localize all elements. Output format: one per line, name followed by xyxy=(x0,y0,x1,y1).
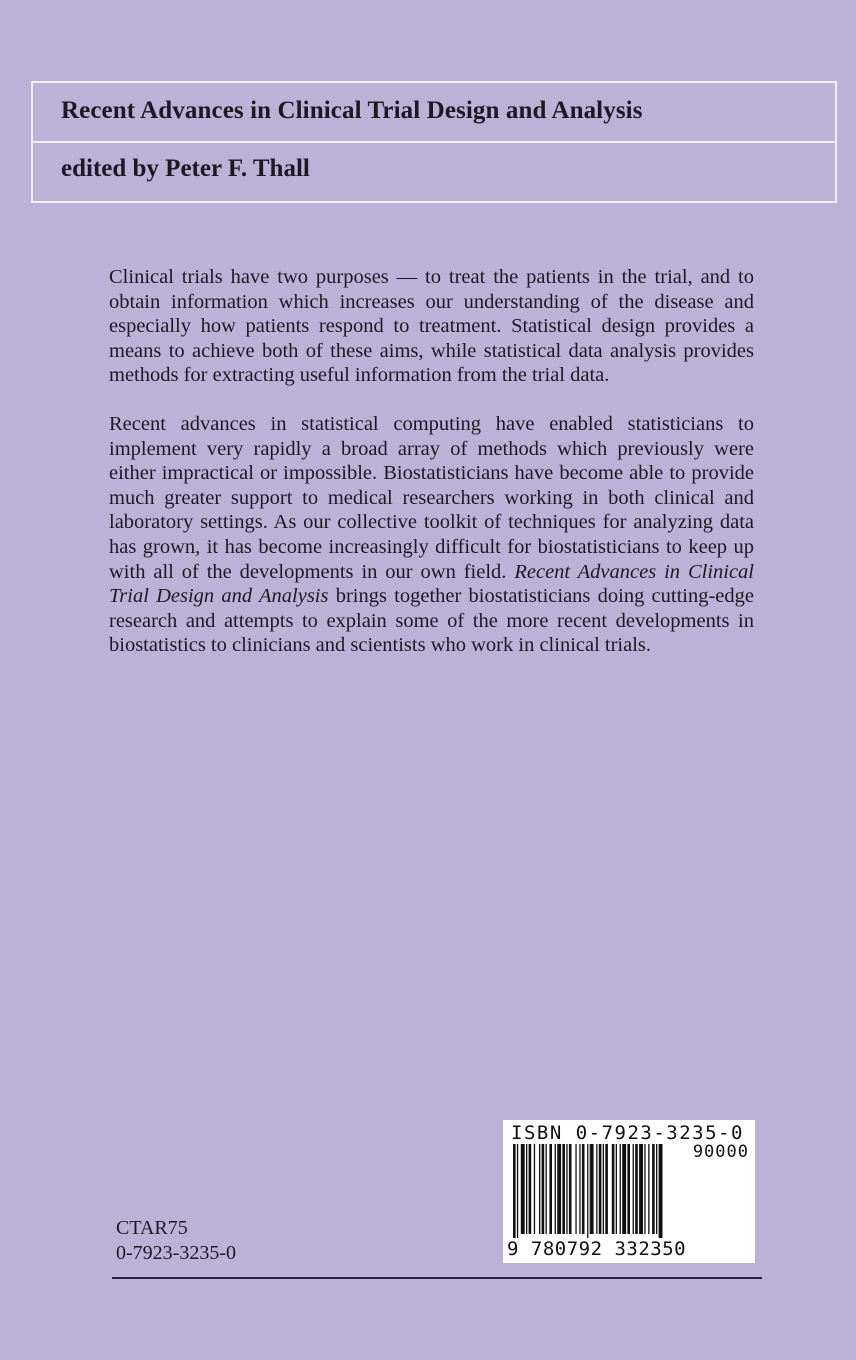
barcode-bar xyxy=(529,1144,532,1234)
barcode-bar xyxy=(539,1144,540,1234)
barcode-price-code: 90000 xyxy=(692,1142,749,1162)
barcode-digits: 9 780792 332350 xyxy=(507,1238,687,1260)
barcode-bar xyxy=(656,1144,657,1234)
barcode-bar xyxy=(557,1144,561,1234)
catalog-codes xyxy=(116,1216,236,1266)
barcode-bar xyxy=(517,1144,518,1240)
barcode-bar xyxy=(616,1144,617,1234)
barcode-bar xyxy=(575,1144,576,1234)
barcode-bar xyxy=(546,1144,547,1234)
barcode-bar xyxy=(590,1144,594,1234)
barcode-bar xyxy=(635,1144,638,1234)
barcode-bar xyxy=(582,1144,585,1234)
blurb-paragraph-2 xyxy=(109,412,754,658)
barcode-bar xyxy=(566,1144,567,1234)
barcode-bar xyxy=(596,1144,597,1234)
barcode-bar xyxy=(599,1144,602,1234)
blurb-paragraph-2-start: Recent advances in statistical computing have enabled statisticians to implement very rapidly a broad array of methods which previously were either impractical or impossible. Biostatisticians have become able to provide much greater support to medical researchers working in both clinical and laboratory settings. As our collective toolkit of techniques for analyzing data has grown, it has become increasingly difficult for biostatisticians to keep up with all of the developments in our own field. xyxy=(109,412,754,583)
barcode-bar xyxy=(549,1144,552,1234)
barcode-bar xyxy=(648,1144,649,1234)
blurb-book-title-italic: Recent Advances in Clinical Trial Design and Analysis xyxy=(109,560,754,608)
barcode-bar xyxy=(622,1144,626,1234)
barcode-bar xyxy=(534,1144,535,1234)
catalog-code: CTAR75 xyxy=(116,1217,188,1239)
barcode-bar xyxy=(513,1144,516,1240)
barcode-bar xyxy=(627,1144,630,1234)
back-cover-blurb xyxy=(109,265,754,682)
barcode-bar xyxy=(542,1144,545,1234)
book-editor: edited by Peter F. Thall xyxy=(61,155,310,182)
barcode-bar xyxy=(652,1144,655,1234)
barcode-bar xyxy=(569,1144,572,1234)
title-frame xyxy=(31,81,837,203)
barcode-bars xyxy=(511,1144,679,1240)
barcode-bar xyxy=(639,1144,643,1234)
barcode-bar xyxy=(521,1144,525,1234)
header-divider xyxy=(33,141,835,143)
barcode-bar xyxy=(612,1144,615,1234)
barcode-bar xyxy=(633,1144,634,1234)
barcode-bar xyxy=(620,1144,621,1234)
blurb-paragraph-1: Clinical trials have two purposes — to treat the patients in the trial, and to obtain information which increases our understanding of the disease and especially how patients respond to treatment. Statistical design provides a means to achieve both of these aims, while statistical data analysis provides methods for extracting useful information from the trial data. xyxy=(109,266,754,387)
bottom-rule xyxy=(112,1277,762,1279)
barcode-bar xyxy=(555,1144,556,1234)
book-title: Recent Advances in Clinical Trial Design and Analysis xyxy=(61,97,643,124)
barcode-bar xyxy=(579,1144,580,1234)
catalog-isbn: 0-7923-3235-0 xyxy=(116,1242,236,1264)
barcode-bar xyxy=(644,1144,645,1234)
barcode-bar xyxy=(526,1144,527,1234)
barcode-bar xyxy=(605,1144,608,1234)
barcode-bar xyxy=(587,1144,588,1240)
barcode-bar xyxy=(603,1144,604,1234)
barcode-isbn-label: ISBN 0-7923-3235-0 xyxy=(511,1122,744,1144)
blurb-paragraph-2-end: brings together biostatisticians doing cutting-edge research and attempts to explain some of the more recent developments in biostatistics to clinicians and scientists who work in clinical trials. xyxy=(109,585,754,657)
isbn-barcode xyxy=(503,1120,755,1263)
barcode-bar xyxy=(562,1144,565,1234)
barcode-bar xyxy=(659,1144,663,1240)
